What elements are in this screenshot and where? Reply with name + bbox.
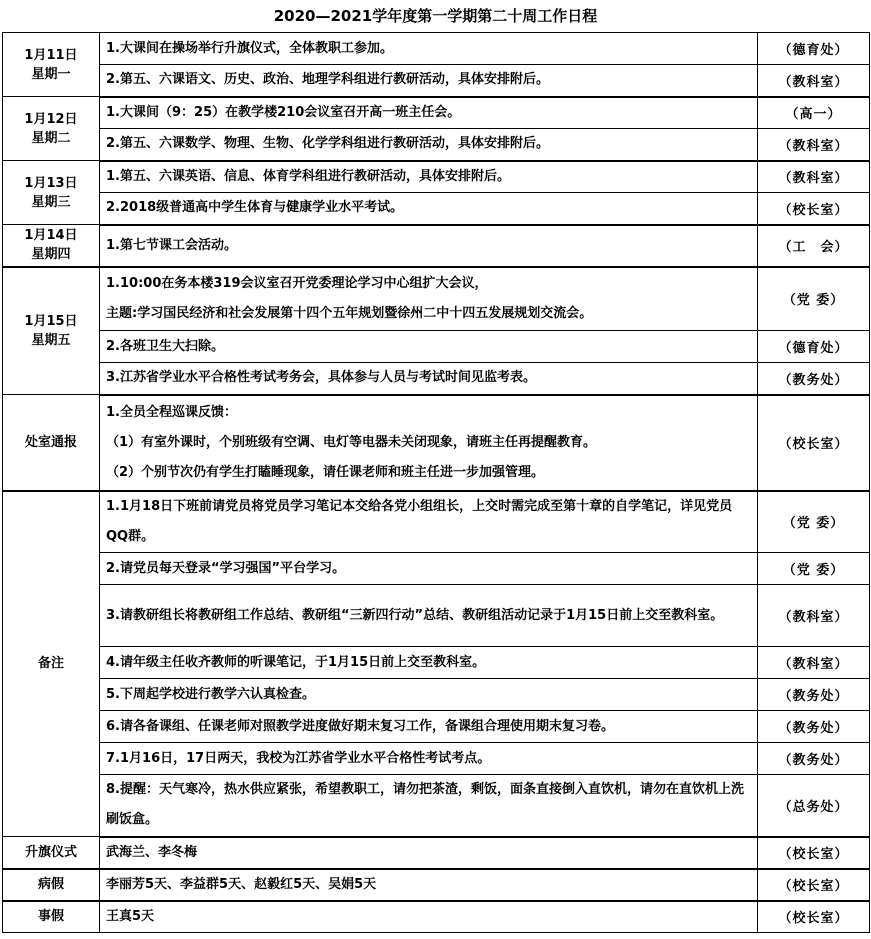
day-cell-wednesday — [3, 161, 100, 225]
day-date: 1月13日 — [24, 175, 78, 191]
dept-label: （党 委） — [758, 267, 870, 331]
dept-label: （校长室） — [758, 901, 870, 933]
dept-label: （总务处） — [758, 775, 870, 837]
day-weekday: 星期三 — [31, 194, 71, 210]
dept-label: （教科室） — [758, 647, 870, 679]
schedule-item: 2.第五、六课数学、物理、生物、化学学科组进行教研活动，具体安排附后。 — [106, 136, 549, 152]
dept-label: （教务处） — [758, 679, 870, 711]
dept-label: （教科室） — [758, 129, 870, 161]
remark-item: 8.提醒：天气寒冷，热水供应紧张，希望教职工，请勿把茶渣，剩饭，面条直接倒入直饮机，请勿在直饮机上洗刷饭盒。 — [106, 782, 744, 828]
dept-label: （教科室） — [758, 65, 870, 97]
page-title: 2020—2021学年度第一学期第二十周工作日程 — [273, 7, 598, 25]
day-cell-tuesday — [3, 97, 100, 161]
day-cell-friday — [3, 267, 100, 395]
day-date: 1月12日 — [24, 111, 78, 127]
remark-item: 2.请党员每天登录“学习强国”平台学习。 — [106, 560, 346, 576]
schedule-item-line: 主题:学习国民经济和社会发展第十四个五年规划暨徐州二中十四五发展规划交流会。 — [106, 305, 593, 321]
flag-ceremony-names: 武海兰、李冬梅 — [106, 844, 198, 860]
personal-leave-label: 事假 — [3, 901, 100, 933]
schedule-item: 3.江苏省学业水平合格性考试考务会，具体参与人员与考试时间见监考表。 — [106, 370, 536, 386]
day-weekday: 星期四 — [31, 247, 71, 263]
day-weekday: 星期二 — [31, 130, 71, 146]
notice-line: （2）个别节次仍有学生打瞌睡现象，请任课老师和班主任进一步加强管理。 — [106, 464, 545, 480]
dept-label: （德育处） — [758, 33, 870, 65]
remark-item: 5.下周起学校进行教学六认真检查。 — [106, 686, 315, 702]
schedule-table — [2, 32, 870, 933]
day-weekday: 星期五 — [31, 332, 71, 348]
dept-label: （党 委） — [758, 491, 870, 553]
schedule-item: 1.第五、六课英语、信息、体育学科组进行教研活动，具体安排附后。 — [106, 168, 510, 184]
notice-line: （1）有室外课时，个别班级有空调、电灯等电器未关闭现象，请班主任再提醒教育。 — [106, 434, 597, 450]
remark-item: 6.请各备课组、任课老师对照教学进度做好期末复习工作，备课组合理使用期末复习卷。 — [106, 718, 614, 734]
schedule-item-line: 1.10:00在务本楼319会议室召开党委理论学习中心组扩大会议， — [106, 275, 488, 291]
remark-item: 4.请年级主任收齐教师的听课笔记，于1月15日前上交至教科室。 — [106, 654, 486, 670]
notice-label: 处室通报 — [3, 395, 100, 491]
day-date: 1月14日 — [24, 228, 78, 244]
personal-leave-names: 王真5天 — [106, 908, 155, 924]
dept-label: （工 会） — [758, 225, 870, 267]
sick-leave-label: 病假 — [3, 869, 100, 901]
day-date: 1月11日 — [24, 47, 78, 63]
day-cell-monday — [3, 33, 100, 97]
day-date: 1月15日 — [24, 313, 78, 329]
day-cell-thursday — [3, 225, 100, 267]
flag-ceremony-label: 升旗仪式 — [3, 837, 100, 869]
dept-label: （校长室） — [758, 395, 870, 491]
remark-item: 1.1月18日下班前请党员将党员学习笔记本交给各党小组组长，上交时需完成至第十章的自学笔记，详见党员QQ群。 — [106, 498, 733, 544]
notice-line: 1.全员全程巡课反馈： — [106, 404, 237, 420]
remarks-label: 备注 — [3, 491, 100, 837]
schedule-item: 2.第五、六课语文、历史、政治、地理学科组进行教研活动，具体安排附后。 — [106, 72, 549, 88]
dept-label: （教务处） — [758, 743, 870, 775]
schedule-item: 1.第七节课工会活动。 — [106, 237, 237, 253]
dept-label: （校长室） — [758, 193, 870, 225]
schedule-item: 1.大课间（9：25）在教学楼210会议室召开高一班主任会。 — [106, 104, 461, 120]
dept-label: （教务处） — [758, 711, 870, 743]
remark-item: 7.1月16日，17日两天，我校为江苏省学业水平合格性考试考点。 — [106, 750, 491, 766]
day-weekday: 星期一 — [31, 66, 71, 82]
dept-label: （校长室） — [758, 837, 870, 869]
remark-item: 3.请教研组长将教研组工作总结、教研组“三新四行动”总结、教研组活动记录于1月15日前上交至教科室。 — [106, 607, 724, 623]
dept-label: （高一） — [758, 97, 870, 129]
dept-label: （校长室） — [758, 869, 870, 901]
schedule-item: 2.2018级普通高中学生体育与健康学业水平考试。 — [106, 200, 404, 216]
schedule-item: 2.各班卫生大扫除。 — [106, 338, 224, 354]
dept-label: （德育处） — [758, 331, 870, 363]
dept-label: （党 委） — [758, 553, 870, 585]
dept-label: （教科室） — [758, 161, 870, 193]
sick-leave-names: 李丽芳5天、李益群5天、赵毅红5天、吴娟5天 — [106, 876, 377, 892]
dept-label: （教科室） — [758, 585, 870, 647]
dept-label: （教务处） — [758, 363, 870, 395]
schedule-item: 1.大课间在操场举行升旗仪式，全体教职工参加。 — [106, 40, 393, 56]
